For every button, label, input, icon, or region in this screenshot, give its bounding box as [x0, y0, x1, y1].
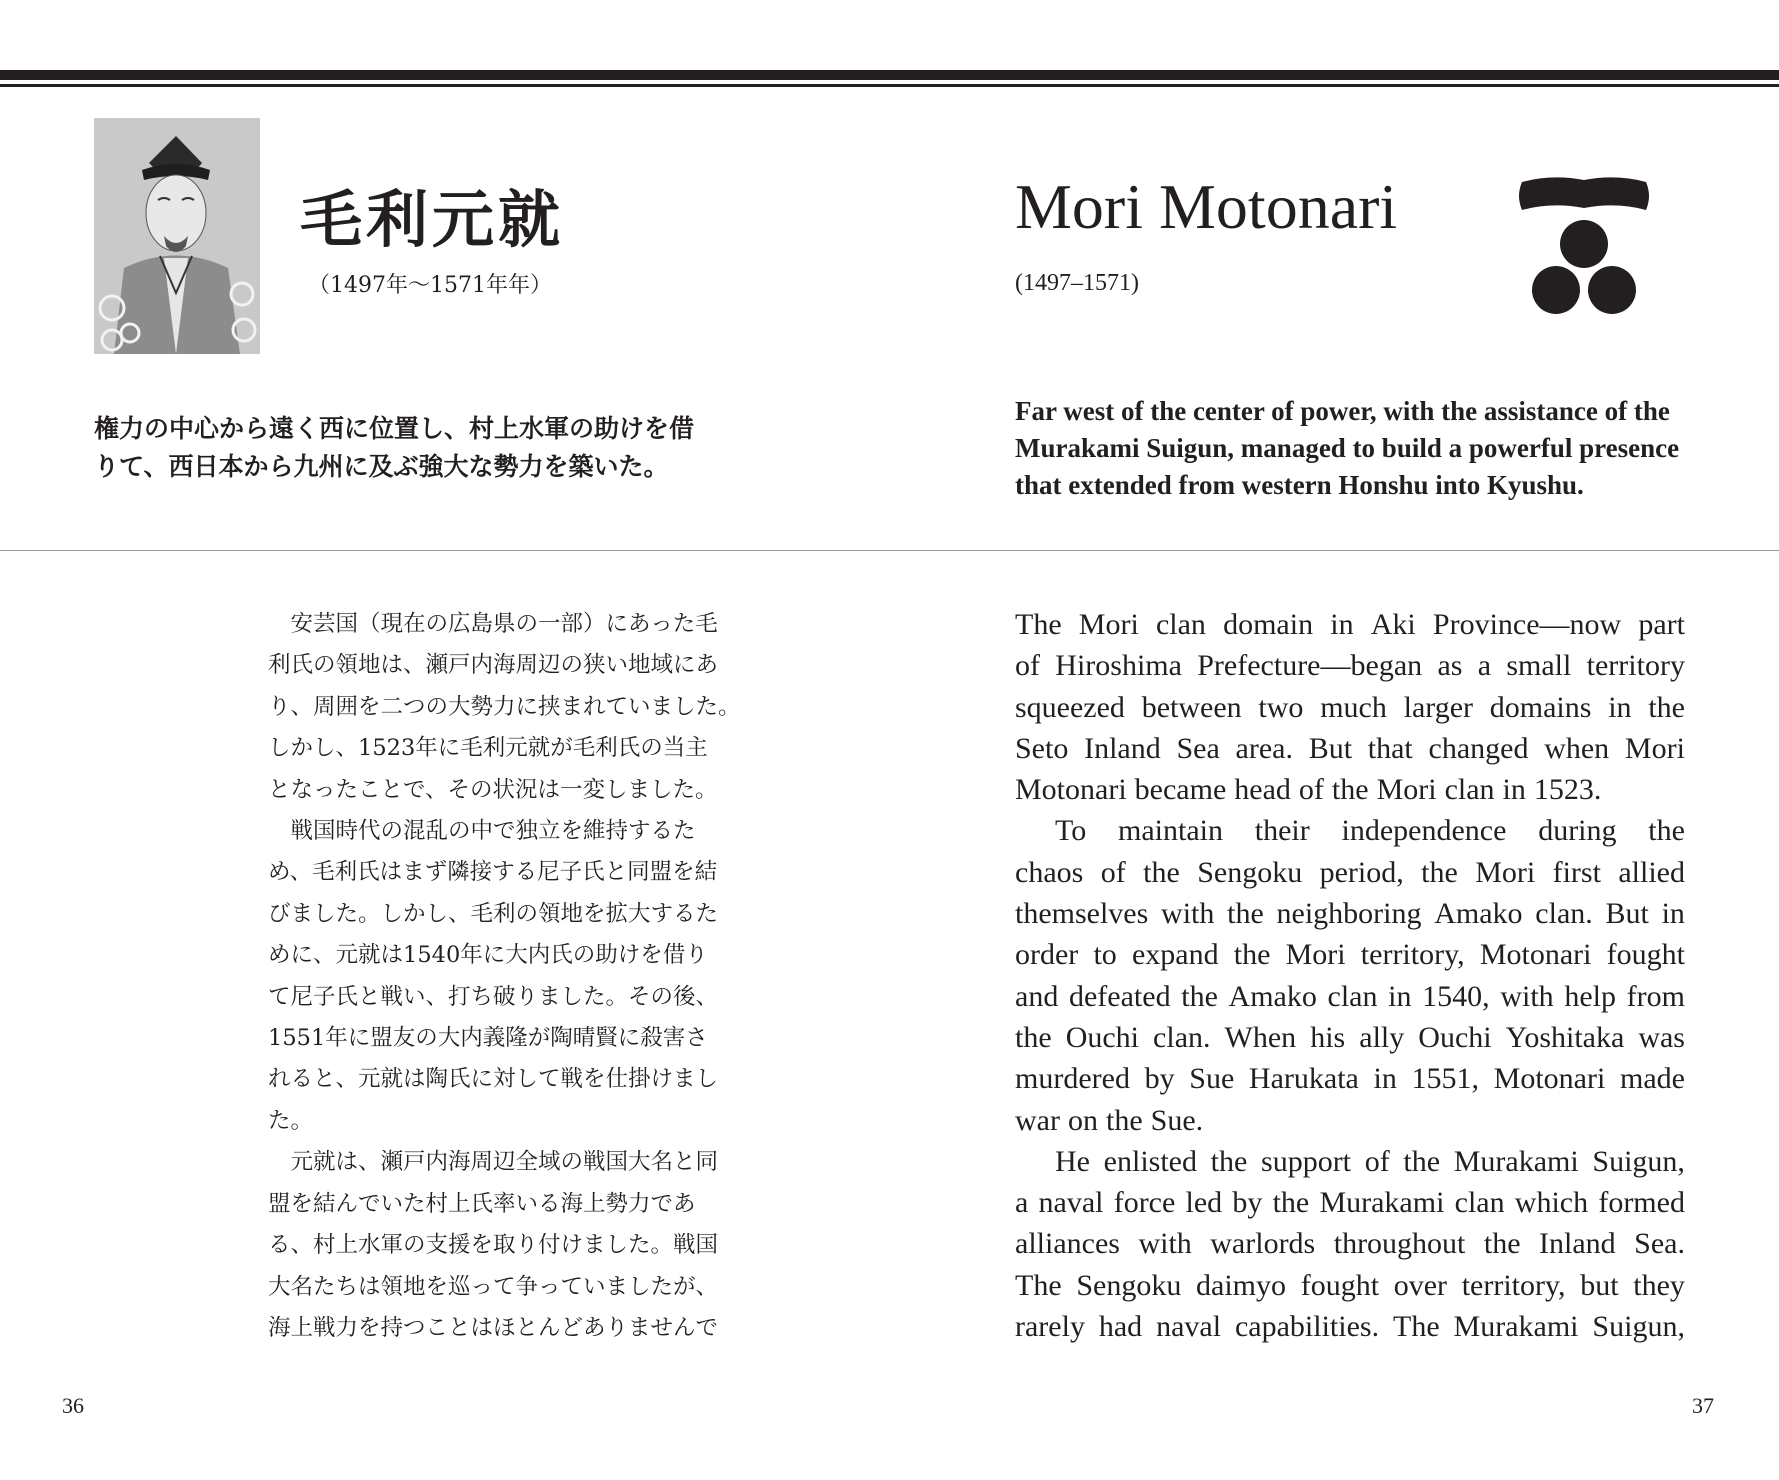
english-body-word: 1540, [1422, 979, 1490, 1013]
english-body-word: He [1055, 1144, 1090, 1178]
english-body-word: their [1254, 814, 1310, 848]
english-body-word: Motonari [1479, 938, 1592, 972]
english-body-word: Mori [1285, 938, 1346, 972]
mori-clan-crest-icon [1516, 172, 1652, 316]
english-body-word: in [1330, 608, 1354, 641]
english-body-word: in [1373, 1062, 1397, 1096]
english-body-line [1015, 852, 1685, 893]
japanese-body-line: 海上戦力を持つことはほとんどありませんで [268, 1314, 719, 1341]
english-body-line [1015, 810, 1685, 851]
japanese-summary-line: りて、西日本から九州に及ぶ強大な勢力を築いた。 [94, 452, 669, 481]
english-body-line [1015, 687, 1685, 728]
english-body-word: in [1661, 897, 1685, 931]
english-body-line [1015, 604, 1685, 645]
english-body-word: the [1483, 1227, 1521, 1261]
english-body-word: with [1500, 979, 1554, 1013]
english-body-word: Ouchi [1418, 1020, 1492, 1054]
english-body-word: expand [1131, 938, 1219, 972]
english-body-line [1015, 769, 1685, 810]
english-body-word: in [1502, 773, 1526, 807]
japanese-title: 毛利元就 [300, 183, 565, 256]
english-body-word: clan. [1535, 897, 1593, 931]
english-body-word: Suigun, [1592, 1144, 1685, 1178]
english-summary-line: Far west of the center of power, with the assistance of the [1015, 396, 1670, 426]
english-body-word: the [1403, 1144, 1441, 1178]
english-summary-line: Murakami Suigun, managed to build a powerful presence [1015, 433, 1680, 463]
japanese-summary [94, 410, 784, 486]
english-body-word: part [1638, 608, 1685, 641]
english-body-word: clan. [1153, 1020, 1211, 1054]
english-body-word: was [1638, 1020, 1685, 1054]
english-body-word: head [1234, 773, 1291, 807]
header-rule-thick [0, 70, 1779, 80]
english-body-word: Suigun, [1592, 1310, 1685, 1344]
english-body-word: neighboring [1276, 897, 1422, 931]
english-body-word: murdered [1015, 1062, 1130, 1096]
japanese-body-line: 安芸国（現在の広島県の一部）にあった毛 [268, 611, 718, 637]
english-body-word: first [1552, 855, 1601, 889]
english-body-word: 1523. [1533, 773, 1602, 807]
english-body-word: chaos [1015, 855, 1084, 889]
english-body-word: Inland [1084, 731, 1161, 765]
japanese-dates: （1497年～1571年年） [308, 273, 552, 298]
english-body-word: clan [1155, 608, 1206, 641]
english-body-word: the [1227, 897, 1264, 931]
english-body-line [1015, 1182, 1685, 1223]
english-body-word: domains [1489, 690, 1592, 724]
english-body-word: the [1105, 1103, 1143, 1137]
english-body-word: Murakami [1453, 1310, 1579, 1344]
english-body-word: Amako [1228, 979, 1317, 1013]
english-body-word: But [1605, 897, 1649, 931]
english-body-word: they [1633, 1268, 1685, 1302]
japanese-body-line: り、周囲を二つの大勢力に挟まれていました。 [268, 693, 741, 720]
english-body-word: defeated [1068, 979, 1171, 1013]
english-body-line [1015, 934, 1685, 975]
japanese-summary-line: 権力の中心から遠く西に位置し、村上水軍の助けを借 [94, 414, 695, 443]
japanese-body-line: 1551年に盟友の大内義隆が陶晴賢に殺害さ [268, 1025, 708, 1052]
english-body-word: To [1055, 814, 1087, 848]
english-body-word: the [1272, 1186, 1310, 1220]
japanese-body-line: る、村上水軍の支援を取り付けました。戦国 [268, 1232, 719, 1259]
english-body-word: enlisted [1103, 1144, 1197, 1178]
english-body-word: maintain [1118, 814, 1223, 848]
english-body-line [1015, 1141, 1685, 1182]
english-body-line [1015, 1100, 1685, 1141]
english-body-word: capabilities. [1234, 1310, 1380, 1344]
english-body-word: themselves [1015, 897, 1149, 931]
english-body-word: the [1331, 773, 1369, 807]
english-body-word: over [1393, 1268, 1448, 1302]
english-body-word: clan [1454, 1186, 1505, 1220]
english-body-word: but [1580, 1268, 1619, 1302]
english-body-word: by [1144, 1062, 1175, 1096]
japanese-body-line: 元就は、瀬戸内海周辺全域の戦国大名と同 [268, 1149, 719, 1176]
english-body-word: ally [1359, 1020, 1405, 1054]
japanese-body-line: しかし、1523年に毛利元就が毛利氏の当主 [268, 735, 708, 762]
english-body-word: naval [1156, 1310, 1222, 1344]
english-body-word: that [1367, 731, 1413, 765]
english-body-word: Mori [1624, 731, 1685, 765]
english-body-word: to [1093, 938, 1117, 972]
portrait-of-mori-motonari-icon [94, 118, 260, 354]
english-body-word: 1551, [1411, 1062, 1480, 1096]
page-number-left: 36 [62, 1393, 84, 1418]
english-body-word: the [1181, 979, 1218, 1013]
english-body-word: Province—now [1432, 608, 1622, 641]
english-body-word: during [1538, 814, 1617, 848]
english-body-text [1015, 604, 1685, 1347]
english-body-word: had [1098, 1310, 1143, 1344]
english-body-word: Ouchi [1065, 1020, 1140, 1054]
section-divider [0, 550, 1779, 551]
english-body-line [1015, 893, 1685, 934]
english-body-word: small [1506, 649, 1572, 683]
english-body-word: of [1015, 649, 1040, 683]
japanese-body-line: となったことで、その状況は一変しました。 [268, 776, 718, 803]
english-body-word: squeezed [1015, 690, 1125, 724]
english-body-line [1015, 1223, 1685, 1264]
japanese-body-line: 戦国時代の混乱の中で独立を維持するた [268, 818, 696, 845]
english-body-word: force [1113, 1186, 1176, 1220]
english-body-word: Prefecture—began [1197, 649, 1423, 683]
english-body-word: fought [1606, 938, 1685, 972]
english-body-word: alliances [1015, 1227, 1120, 1261]
english-body-word: territory, [1461, 1268, 1566, 1302]
english-body-word: Sea [1176, 731, 1220, 765]
english-body-word: Hiroshima [1055, 649, 1182, 683]
english-body-word: with [1138, 1227, 1192, 1261]
english-body-word: The [1015, 608, 1062, 641]
english-body-word: when [1544, 731, 1610, 765]
english-summary [1015, 393, 1715, 504]
japanese-body-line: て尼子氏と戦い、打ち破りました。その後、 [268, 983, 719, 1010]
english-body-word: territory [1586, 649, 1685, 683]
english-body-word: the [1648, 690, 1685, 724]
english-body-word: from [1626, 979, 1685, 1013]
english-body-word: The [1015, 1268, 1062, 1302]
english-body-word: a [1015, 1186, 1029, 1220]
english-body-word: larger [1403, 690, 1474, 724]
english-body-word: order [1015, 938, 1079, 972]
english-body-word: The [1393, 1310, 1440, 1344]
english-body-word: of [1298, 773, 1324, 807]
english-body-word: Motonari [1493, 1062, 1606, 1096]
english-body-word: on [1067, 1103, 1098, 1137]
japanese-body-line: め、毛利氏はまず隣接する尼子氏と同盟を結 [268, 859, 718, 886]
english-body-word: led [1185, 1186, 1223, 1220]
english-body-word: Mori [1078, 608, 1139, 641]
english-body-word: war [1015, 1103, 1060, 1137]
japanese-body-line: びました。しかし、毛利の領地を拡大するた [268, 900, 719, 927]
english-body-word: the [1015, 1020, 1052, 1054]
english-body-word: Motonari [1015, 773, 1127, 807]
english-body-line [1015, 976, 1685, 1017]
english-body-word: became [1134, 773, 1227, 807]
english-body-word: Mori [1376, 773, 1437, 807]
english-body-word: Inland [1539, 1227, 1616, 1261]
english-body-word: daimyo [1196, 1268, 1287, 1302]
japanese-body-line: めに、元就は1540年に大内氏の助けを借り [268, 942, 708, 969]
english-body-word: in [1608, 690, 1632, 724]
english-body-word: with [1161, 897, 1215, 931]
english-body-word: clan [1444, 773, 1495, 807]
english-body-word: between [1141, 690, 1242, 724]
english-body-word: the [1143, 855, 1180, 889]
english-body-word: period, [1319, 855, 1404, 889]
english-body-word: the [1233, 938, 1271, 972]
english-body-word: Sue [1189, 1062, 1235, 1096]
english-body-word: Aki [1370, 608, 1416, 641]
english-body-word: formed [1598, 1186, 1685, 1220]
english-body-word: But [1308, 731, 1353, 765]
header-rule-thin [0, 84, 1779, 87]
japanese-body-line: 盟を結んでいた村上氏率いる海上勢力であ [268, 1190, 696, 1217]
english-body-word: made [1619, 1062, 1685, 1096]
english-body-word: warlords [1210, 1227, 1316, 1261]
english-body-line [1015, 645, 1685, 686]
english-body-word: Murakami [1319, 1186, 1445, 1220]
english-body-word: and [1015, 979, 1059, 1013]
english-body-word: help [1564, 979, 1616, 1013]
english-body-word: much [1320, 690, 1387, 724]
english-body-word: fought [1300, 1268, 1380, 1302]
english-body-word: two [1258, 690, 1304, 724]
english-body-word: domain [1223, 608, 1314, 641]
english-dates: (1497–1571) [1015, 270, 1139, 296]
english-body-word: Sengoku [1197, 855, 1303, 889]
japanese-body-line: 利氏の領地は、瀬戸内海周辺の狭い地域にあ [268, 652, 719, 679]
english-body-word: allied [1618, 855, 1685, 889]
english-summary-line: that extended from western Honshu into Kyushu. [1015, 470, 1584, 500]
english-body-word: area. [1235, 731, 1293, 765]
english-body-line [1015, 1306, 1685, 1347]
english-body-word: a [1477, 649, 1492, 683]
english-body-word: Yoshitaka [1505, 1020, 1625, 1054]
english-body-word: Sea. [1634, 1227, 1685, 1261]
page-number-right: 37 [1692, 1393, 1714, 1418]
japanese-body-line: 大名たちは領地を巡って争っていましたが、 [268, 1273, 719, 1300]
english-body-word: support [1261, 1144, 1352, 1178]
english-body-word: Murakami [1453, 1144, 1579, 1178]
english-body-line [1015, 1017, 1685, 1058]
english-body-word: the [1210, 1144, 1248, 1178]
english-body-line [1015, 1058, 1685, 1099]
english-body-word: by [1232, 1186, 1263, 1220]
english-body-line [1015, 1265, 1685, 1306]
english-body-word: rarely [1015, 1310, 1085, 1344]
japanese-body-line: た。 [268, 1107, 314, 1134]
english-body-word: changed [1428, 731, 1529, 765]
english-body-word: Harukata [1248, 1062, 1359, 1096]
english-body-word: Mori [1475, 855, 1536, 889]
english-body-word: his [1310, 1020, 1346, 1054]
english-body-line [1015, 728, 1685, 769]
english-body-word: of [1100, 855, 1126, 889]
english-body-word: as [1437, 649, 1463, 683]
english-body-word: clan [1327, 979, 1378, 1013]
english-body-word: independence [1341, 814, 1507, 848]
english-body-word: the [1648, 814, 1685, 848]
english-body-word: Amako [1434, 897, 1523, 931]
english-body-word: which [1514, 1186, 1589, 1220]
english-body-word: Seto [1015, 731, 1069, 765]
english-body-word: throughout [1333, 1227, 1466, 1261]
japanese-body-line: れると、元就は陶氏に対して戦を仕掛けまし [268, 1066, 719, 1093]
english-title: Mori Motonari [1015, 171, 1398, 242]
japanese-body-text [268, 604, 768, 1349]
english-body-word: territory, [1360, 938, 1465, 972]
english-body-word: the [1421, 855, 1458, 889]
english-body-word: in [1388, 979, 1412, 1013]
english-body-word: When [1224, 1020, 1297, 1054]
english-body-word: Sengoku [1076, 1268, 1182, 1302]
english-body-word: naval [1038, 1186, 1104, 1220]
english-body-word: Sue. [1150, 1103, 1204, 1137]
english-body-word: of [1364, 1144, 1390, 1178]
